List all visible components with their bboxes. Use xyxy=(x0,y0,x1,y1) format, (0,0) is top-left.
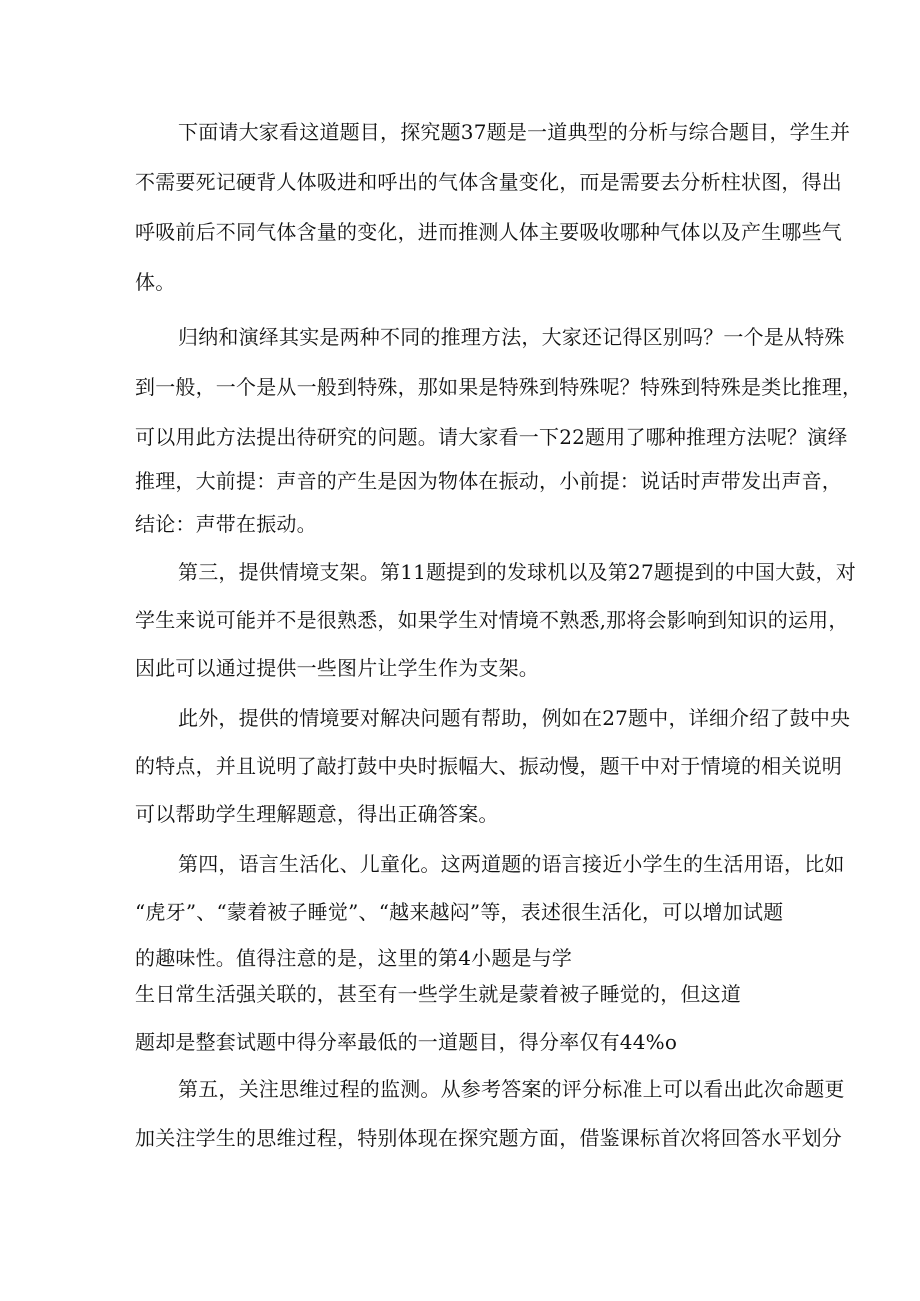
paragraph-2-line-4: 推理，大前提：声音的产生是因为物体在振动，小前提：说话时声带发出声音， xyxy=(135,469,842,493)
paragraph-1-line-3: 呼吸前后不同气体含量的变化，进而推测人体主要吸收哪种气体以及产生哪些气 xyxy=(135,220,842,244)
paragraph-3-line-2: 学生来说可能并不是很熟悉，如果学生对情境不熟悉,那将会影响到知识的运用， xyxy=(135,608,849,632)
paragraph-5-line-4: 生日常生活强关联的，甚至有一些学生就是蒙着被子睡觉的，但这道 xyxy=(135,982,741,1006)
paragraph-1-line-1: 下面请大家看这道题目，探究题37题是一道典型的分析与综合题目，学生并 xyxy=(178,120,851,144)
paragraph-5-line-5: 题却是整套试题中得分率最低的一道题目，得分率仅有44%o xyxy=(135,1030,678,1054)
paragraph-4-line-2: 的特点，并且说明了敲打鼓中央时振幅大、振动慢，题干中对于情境的相关说明 xyxy=(135,754,842,778)
paragraph-2-line-2: 到一般，一个是从一般到特殊，那如果是特殊到特殊呢？特殊到特殊是类比推理， xyxy=(135,375,863,399)
paragraph-4-line-1: 此外，提供的情境要对解决问题有帮助，例如在27题中，详细介绍了鼓中央 xyxy=(178,706,851,730)
paragraph-5-line-3: 的趣味性。值得注意的是，这里的第4小题是与学 xyxy=(135,946,573,970)
paragraph-3-line-3: 因此可以通过提供一些图片让学生作为支架。 xyxy=(135,656,539,680)
paragraph-2-line-3: 可以用此方法提出待研究的问题。请大家看一下22题用了哪种推理方法呢？演绎 xyxy=(135,425,848,449)
paragraph-6-line-2: 加关注学生的思维过程，特别体现在探究题方面，借鉴课标首次将回答水平划分 xyxy=(135,1126,842,1150)
paragraph-5-line-2: “虎牙”、“蒙着被子睡觉”、“越来越闷”等，表述很生活化，可以增加试题 xyxy=(135,900,784,924)
paragraph-2-line-5: 结论：声带在振动。 xyxy=(135,512,317,536)
paragraph-4-line-3: 可以帮助学生理解题意，得出正确答案。 xyxy=(135,802,499,826)
paragraph-1-line-4: 体。 xyxy=(135,270,176,294)
paragraph-6-line-1: 第五，关注思维过程的监测。从参考答案的评分标准上可以看出此次命题更 xyxy=(178,1077,845,1101)
paragraph-1-line-2: 不需要死记硬背人体吸进和呼出的气体含量变化，而是需要去分析柱状图，得出 xyxy=(135,170,842,194)
paragraph-3-line-1: 第三，提供情境支架。第11题提到的发球机以及第27题提到的中国大鼓，对 xyxy=(178,560,856,584)
paragraph-2-line-1: 归纳和演绎其实是两种不同的推理方法，大家还记得区别吗？一个是从特殊 xyxy=(178,325,845,349)
paragraph-5-line-1: 第四，语言生活化、儿童化。这两道题的语言接近小学生的生活用语，比如 xyxy=(178,852,845,876)
